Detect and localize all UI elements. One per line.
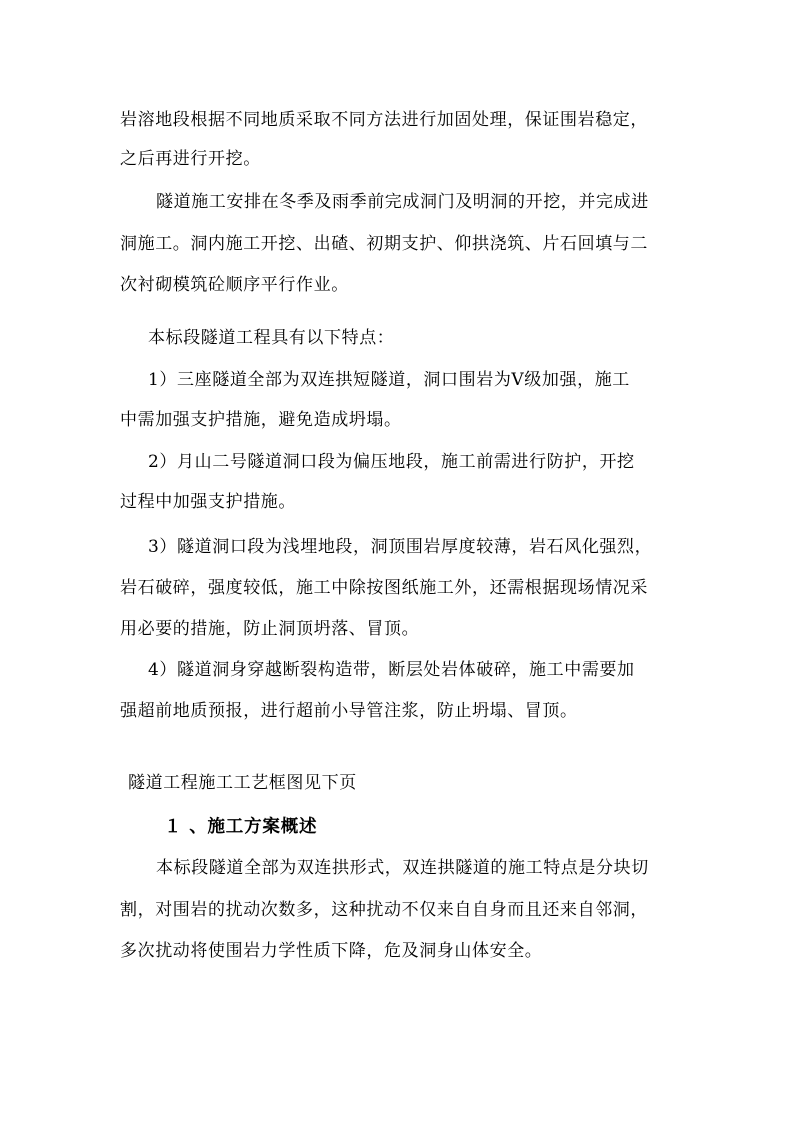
- feature-1-line-1: 1）三座隧道全部为双连拱短隧道，洞口围岩为Ⅴ级加强，施工: [148, 370, 630, 390]
- feature-1-line-2: 中需加强支护措施，避免造成坍塌。: [120, 410, 402, 430]
- feature-3-line-1: 3）隧道洞口段为浅埋地段，洞顶围岩厚度较薄，岩石风化强烈，: [148, 537, 653, 557]
- features-intro: 本标段隧道工程具有以下特点：: [148, 328, 395, 348]
- paragraph-2-line-2: 洞施工。洞内施工开挖、出碴、初期支护、仰拱浇筑、片石回填与二: [120, 234, 648, 254]
- last-paragraph-line-3: 多次扰动将使围岩力学性质下降，危及洞身山体安全。: [120, 941, 543, 961]
- paragraph-1-line-2: 之后再进行开挖。: [120, 149, 261, 169]
- feature-2-line-1: 2）月山二号隧道洞口段为偏压地段，施工前需进行防护，开挖: [148, 452, 635, 472]
- section-heading: １ 、施工方案概述: [164, 817, 318, 837]
- paragraph-2-line-3: 次衬砌模筑砼顺序平行作业。: [120, 275, 349, 295]
- feature-4-line-1: 4）隧道洞身穿越断裂构造带，断层处岩体破碎，施工中需要加: [148, 660, 635, 680]
- paragraph-1-line-1: 岩溶地段根据不同地质采取不同方法进行加固处理，保证围岩稳定，: [120, 110, 648, 130]
- feature-2-line-2: 过程中加强支护措施。: [120, 492, 296, 512]
- feature-4-line-2: 强超前地质预报，进行超前小导管注浆，防止坍塌、冒顶。: [120, 701, 578, 721]
- feature-3-line-2: 岩石破碎，强度较低，施工中除按图纸施工外，还需根据现场情况采: [120, 578, 648, 598]
- last-paragraph-line-2: 割，对围岩的扰动次数多，这种扰动不仅来自自身而且还来自邻洞，: [120, 900, 648, 920]
- feature-3-line-3: 用必要的措施，防止洞顶坍落、冒顶。: [120, 619, 420, 639]
- paragraph-2-line-1: 隧道施工安排在冬季及雨季前完成洞门及明洞的开挖，并完成进: [156, 192, 649, 212]
- flowchart-note: 隧道工程施工工艺框图见下页: [128, 773, 357, 793]
- last-paragraph-line-1: 本标段隧道全部为双连拱形式，双连拱隧道的施工特点是分块切: [156, 858, 649, 878]
